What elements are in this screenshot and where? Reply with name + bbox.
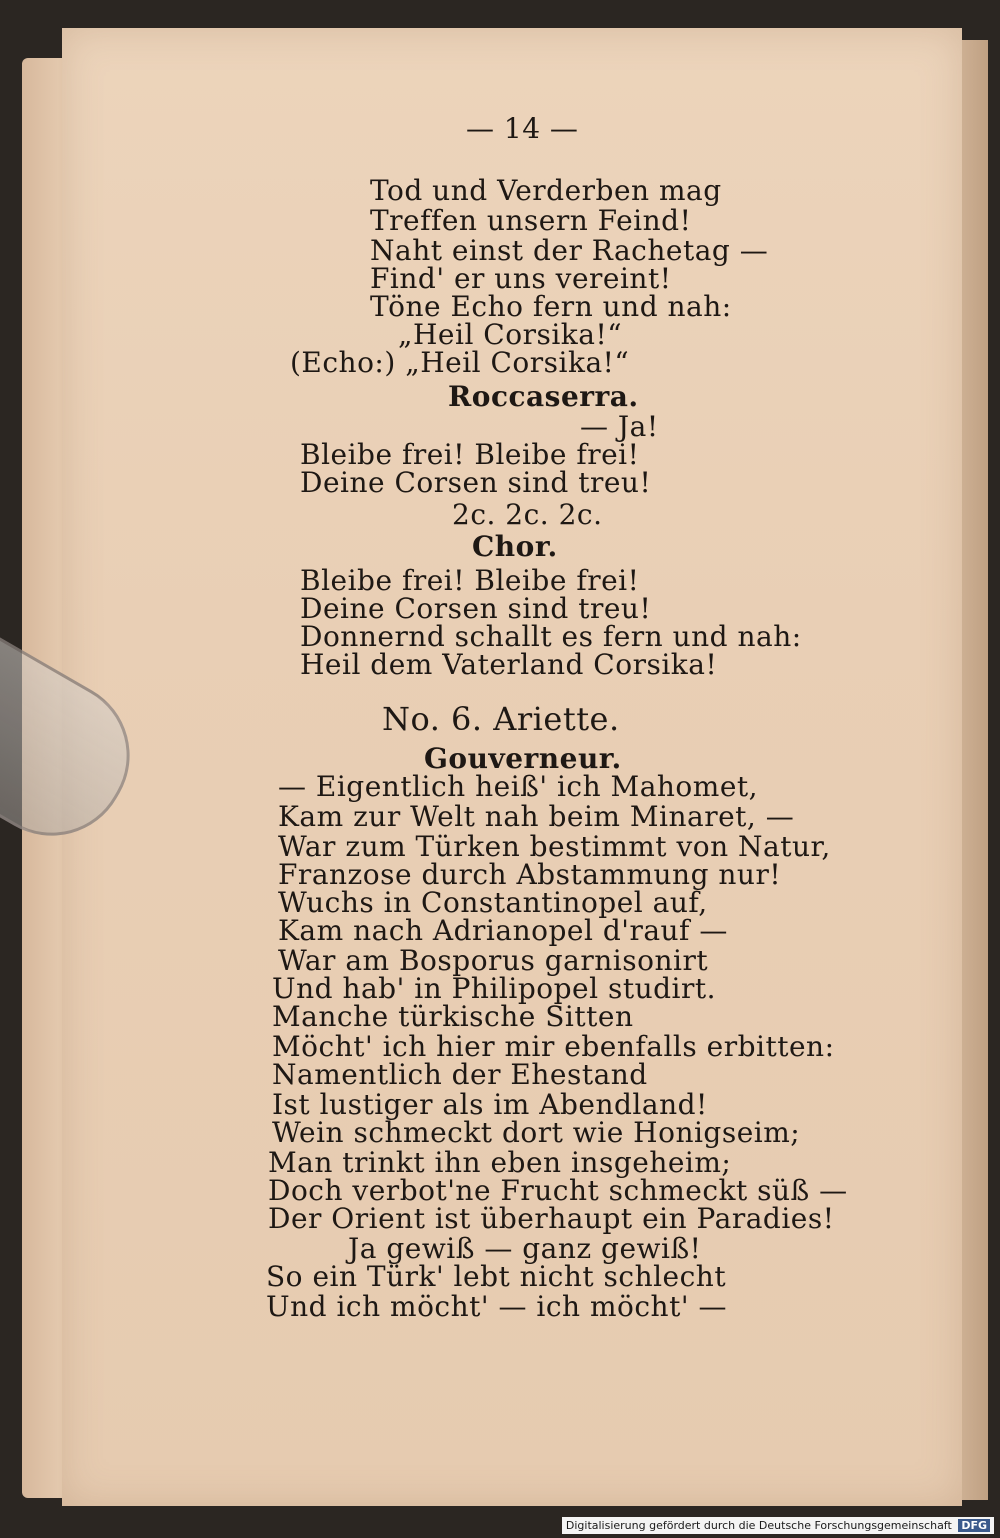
speaker-name: Gouverneur.: [424, 742, 622, 775]
speaker-name: Roccaserra.: [448, 380, 639, 413]
section-heading: No. 6. Ariette.: [382, 700, 620, 738]
verse-line: Und hab' in Philipopel studirt.: [272, 972, 717, 1005]
verse-line: Möcht' ich hier mir ebenfalls erbitten:: [272, 1030, 835, 1063]
verse-line: Donnernd schallt es fern und nah:: [300, 620, 802, 653]
verse-line: Bleibe frei! Bleibe frei!: [300, 564, 640, 597]
verse-line: Deine Corsen sind treu!: [300, 592, 652, 625]
verse-line: — Eigentlich heiß' ich Mahomet,: [278, 770, 759, 803]
verse-line: (Echo:) „Heil Corsika!“: [290, 346, 630, 379]
verse-line: „Heil Corsika!“: [398, 318, 623, 351]
verse-line: Manche türkische Sitten: [272, 1000, 634, 1033]
verse-line: War zum Türken bestimmt von Natur,: [278, 830, 831, 863]
footer-text: Digitalisierung gefördert durch die Deutsche Forschungsgemeinschaft: [565, 1519, 952, 1532]
verse-line: Wein schmeckt dort wie Honigseim;: [272, 1116, 801, 1149]
verse-line: Töne Echo fern und nah:: [370, 290, 732, 323]
dfg-logo: DFG: [958, 1519, 990, 1532]
page-number: — 14 —: [466, 112, 579, 145]
verse-line: Kam nach Adrianopel d'rauf —: [278, 914, 728, 947]
verse-line: Und ich möcht' — ich möcht' —: [266, 1290, 727, 1323]
speaker-name: Chor.: [472, 530, 558, 563]
verse-line: Der Orient ist überhaupt ein Paradies!: [268, 1202, 835, 1235]
verse-line: So ein Türk' lebt nicht schlecht: [266, 1260, 727, 1293]
verse-line: Bleibe frei! Bleibe frei!: [300, 438, 640, 471]
verse-line: War am Bosporus garnisonirt: [278, 944, 709, 977]
verse-line: Naht einst der Rachetag —: [370, 234, 769, 267]
verse-line: Treffen unsern Feind!: [370, 204, 692, 237]
verse-line: Kam zur Welt nah beim Minaret, —: [278, 800, 795, 833]
verse-line: Deine Corsen sind treu!: [300, 466, 652, 499]
verse-line: Tod und Verderben mag: [370, 174, 722, 207]
digitization-footer: [562, 1517, 994, 1534]
verse-line: Doch verbot'ne Frucht schmeckt süß —: [268, 1174, 848, 1207]
verse-line: Find' er uns vereint!: [370, 262, 672, 295]
verse-line: Franzose durch Abstammung nur!: [278, 858, 782, 891]
verse-line: Ist lustiger als im Abendland!: [272, 1088, 708, 1121]
verse-line: — Ja!: [580, 410, 659, 443]
verse-line: Namentlich der Ehestand: [272, 1058, 648, 1091]
verse-line: Heil dem Vaterland Corsika!: [300, 648, 718, 681]
verse-line: Wuchs in Constantinopel auf,: [278, 886, 708, 919]
verse-line: Man trinkt ihn eben insgeheim;: [268, 1146, 732, 1179]
verse-line: 2c. 2c. 2c.: [452, 498, 603, 531]
verse-line: Ja gewiß — ganz gewiß!: [348, 1232, 702, 1265]
